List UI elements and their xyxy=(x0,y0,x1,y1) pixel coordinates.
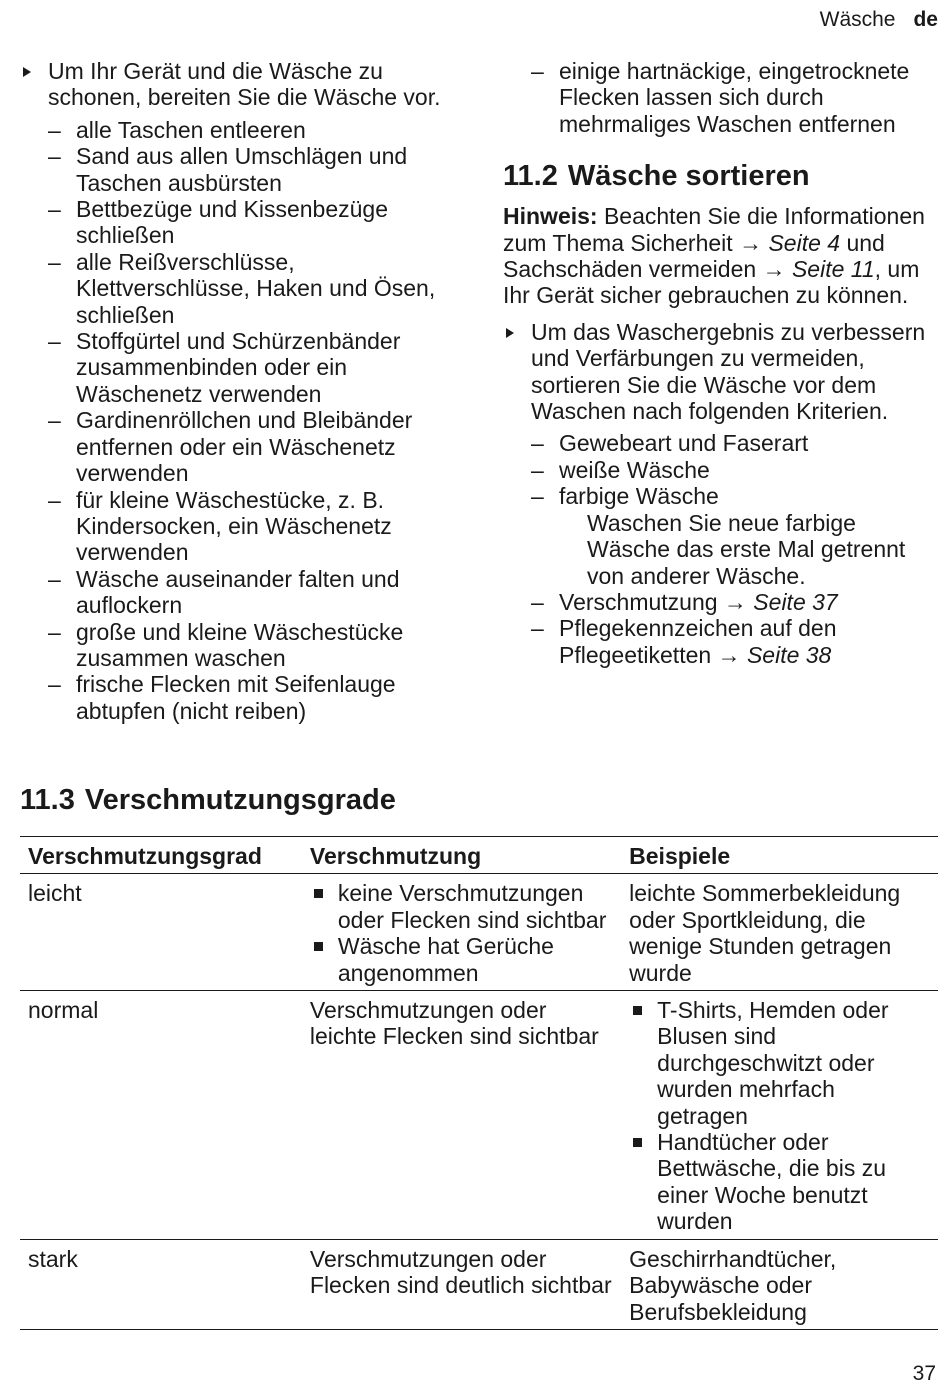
list-item xyxy=(531,615,928,668)
list-item: – alle Reißverschlüsse, Klettverschlüsse, Haken und Ösen, schließen xyxy=(48,249,460,328)
page-number: 37 xyxy=(912,1362,936,1385)
list-item: Wäsche hat Gerüche angenommen xyxy=(310,933,613,986)
page-reference-link[interactable]: → Seite 11 xyxy=(762,256,875,283)
list-item: Handtücher oder Bettwäsche, die bis zu einer Woche benutzt wurden xyxy=(629,1129,930,1235)
prep-list xyxy=(20,117,460,724)
list-item: – frische Flecken mit Seifenlauge abtupfen (nicht reiben) xyxy=(48,671,460,724)
prep-instruction: Um Ihr Gerät und die Wäsche zu schonen, bereiten Sie die Wäsche vor. xyxy=(20,58,460,111)
page-reference-link[interactable]: → Seite 38 xyxy=(717,641,832,668)
list-item: – Stoffgürtel und Schürzenbänder zusammenbinden oder ein Wäschenetz verwenden xyxy=(48,328,460,407)
examples-cell: leichte Sommerbekleidung oder Sportkleidung, die wenige Stunden getragen wurde xyxy=(629,880,901,986)
list-item: – Wäsche auseinander falten und auflockern xyxy=(48,566,460,619)
note-text: und Sachschäden vermeiden xyxy=(503,229,885,283)
column-header: Verschmutzung xyxy=(309,843,482,869)
left-column xyxy=(20,58,460,724)
soiling-cell xyxy=(302,874,621,991)
list-item-text: farbige Wäsche xyxy=(559,483,719,510)
note-paragraph xyxy=(503,203,928,309)
note-text: Beachten Sie die Informationen zum Thema Sicherheit xyxy=(503,203,925,256)
note-label: Hinweis: xyxy=(503,203,598,230)
list-item: T-Shirts, Hemden oder Blusen sind durchgeschwitzt oder wurden mehrfach getragen xyxy=(629,997,930,1129)
header-language: de xyxy=(913,8,938,31)
list-item: – Sand aus allen Umschlägen und Taschen ausbürsten xyxy=(48,143,460,196)
color-note: Waschen Sie neue farbige Wäsche das erste Mal getrennt von anderer Wäsche. xyxy=(587,509,906,589)
list-item: – weiße Wäsche xyxy=(531,457,928,483)
grade-cell: stark xyxy=(28,1245,78,1272)
soiling-cell: Verschmutzungen oder leichte Flecken sind sichtbar xyxy=(309,997,599,1050)
examples-cell xyxy=(621,991,938,1240)
examples-cell: Geschirrhandtücher, Babywäsche oder Berufsbekleidung xyxy=(629,1245,837,1325)
page-reference-link[interactable]: → Seite 4 xyxy=(739,229,841,256)
section-number: 11.2 xyxy=(503,160,558,193)
section-heading-sort xyxy=(503,159,928,193)
list-item: – Bettbezüge und Kissenbezüge schließen xyxy=(48,196,460,249)
list-item: keine Verschmutzungen oder Flecken sind sichtbar xyxy=(310,880,613,933)
list-item: – alle Taschen entleeren xyxy=(48,117,460,143)
sort-criteria-list xyxy=(503,430,928,668)
table-row xyxy=(20,1239,938,1329)
note-text: , um Ihr Gerät sicher gebrauchen zu können. xyxy=(503,256,920,309)
column-header: Verschmutzungsgrad xyxy=(28,843,262,869)
list-item: – Gewebeart und Faserart xyxy=(531,430,928,456)
list-item-text: Pflegekennzeichen auf den Pflegeetiketten xyxy=(559,615,837,668)
list-item: – große und kleine Wäschestücke zusammen waschen xyxy=(48,619,460,672)
list-item: – einige hartnäckige, eingetrocknete Flecken lassen sich durch mehrmaliges Waschen entfernen xyxy=(531,58,928,137)
soiling-cell: Verschmutzungen oder Flecken sind deutlich sichtbar xyxy=(309,1245,612,1299)
list-item xyxy=(531,589,928,615)
list-item-text: Verschmutzung xyxy=(559,588,724,615)
right-column xyxy=(503,58,928,668)
sort-instruction: Um das Waschergebnis zu verbessern und Verfärbungen zu vermeiden, sortieren Sie die Wäsche vor dem Waschen nach folgenden Kriterien. xyxy=(503,319,928,425)
list-item: – Gardinenröllchen und Bleibänder entfernen oder ein Wäschenetz verwenden xyxy=(48,407,460,486)
soiling-grades-table xyxy=(20,836,938,1330)
list-item: – für kleine Wäschestücke, z. B. Kindersocken, ein Wäschenetz verwenden xyxy=(48,487,460,566)
table-row xyxy=(20,991,938,1240)
table-row xyxy=(20,874,938,991)
prep-list-continued xyxy=(503,58,928,137)
table-header-row xyxy=(20,837,938,874)
section-title: Wäsche sortieren xyxy=(567,160,810,193)
grade-cell: leicht xyxy=(28,880,82,907)
examples-list xyxy=(629,997,930,1235)
section-title: Verschmutzungsgrade xyxy=(84,784,396,816)
section-heading-grades xyxy=(20,783,396,817)
page-header xyxy=(820,8,938,32)
grade-cell: normal xyxy=(28,997,99,1024)
header-section: Wäsche xyxy=(819,8,896,31)
page-reference-link[interactable]: → Seite 37 xyxy=(723,588,838,615)
soiling-list xyxy=(310,880,613,986)
column-header: Beispiele xyxy=(629,843,731,869)
section-number: 11.3 xyxy=(20,784,75,816)
list-item xyxy=(531,483,928,589)
